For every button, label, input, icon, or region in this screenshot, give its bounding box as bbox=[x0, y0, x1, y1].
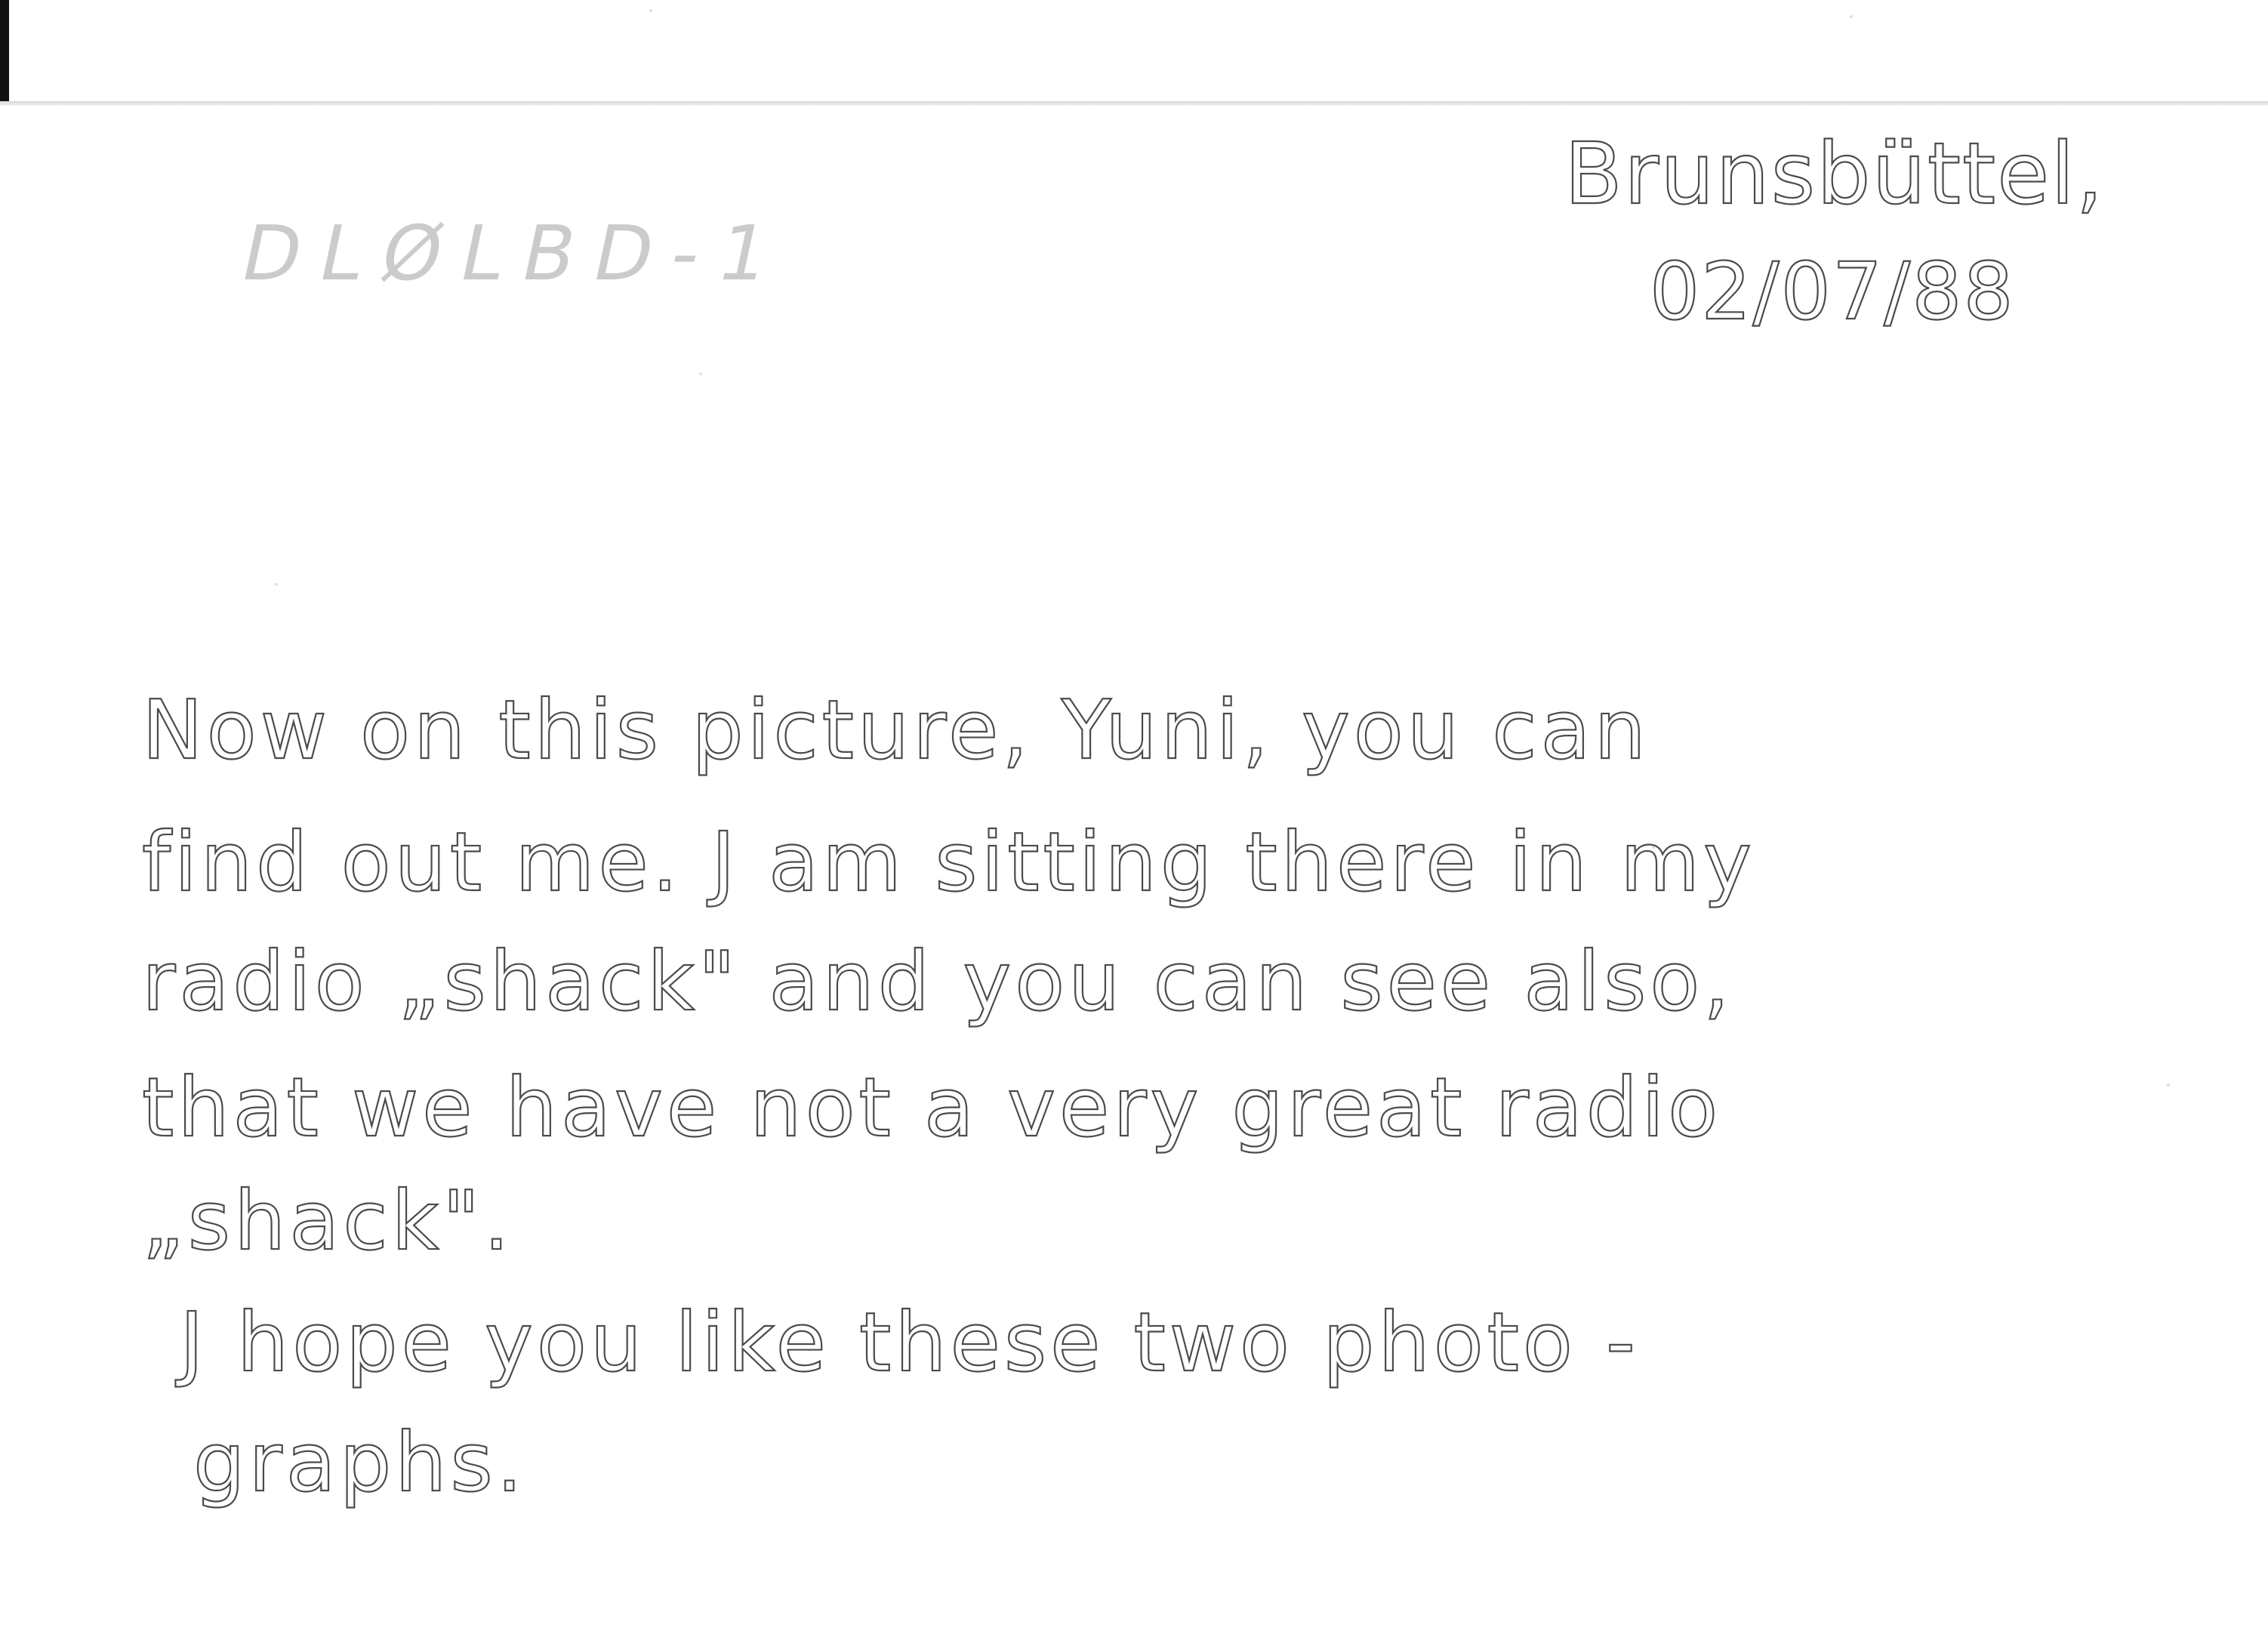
callsign-pencil-note: DLØLBD-1 bbox=[233, 209, 797, 298]
scan-speck bbox=[649, 9, 652, 12]
scan-speck bbox=[2167, 1084, 2170, 1087]
letter-place: Brunsbüttel, bbox=[1564, 125, 2105, 224]
scan-speck bbox=[1850, 15, 1853, 18]
scan-edge-mark bbox=[0, 0, 9, 103]
scan-speck bbox=[699, 372, 702, 375]
message-line: Now on this picture, Yuni, you can bbox=[142, 683, 1650, 778]
message-line: J hope you like these two photo - bbox=[180, 1296, 1639, 1390]
message-line: radio „shack" and you can see also, bbox=[142, 935, 1733, 1029]
scan-speck bbox=[1652, 846, 1655, 849]
letter-date: 02/07/88 bbox=[1650, 245, 2015, 338]
message-line: „shack". bbox=[142, 1174, 513, 1269]
message-line: that we have not a very great radio bbox=[142, 1061, 1722, 1155]
message-line: find out me. J am sitting there in my bbox=[142, 815, 1755, 910]
scan-speck bbox=[275, 583, 278, 586]
scan-top-strip bbox=[0, 0, 2268, 101]
message-line: graphs. bbox=[193, 1416, 526, 1510]
